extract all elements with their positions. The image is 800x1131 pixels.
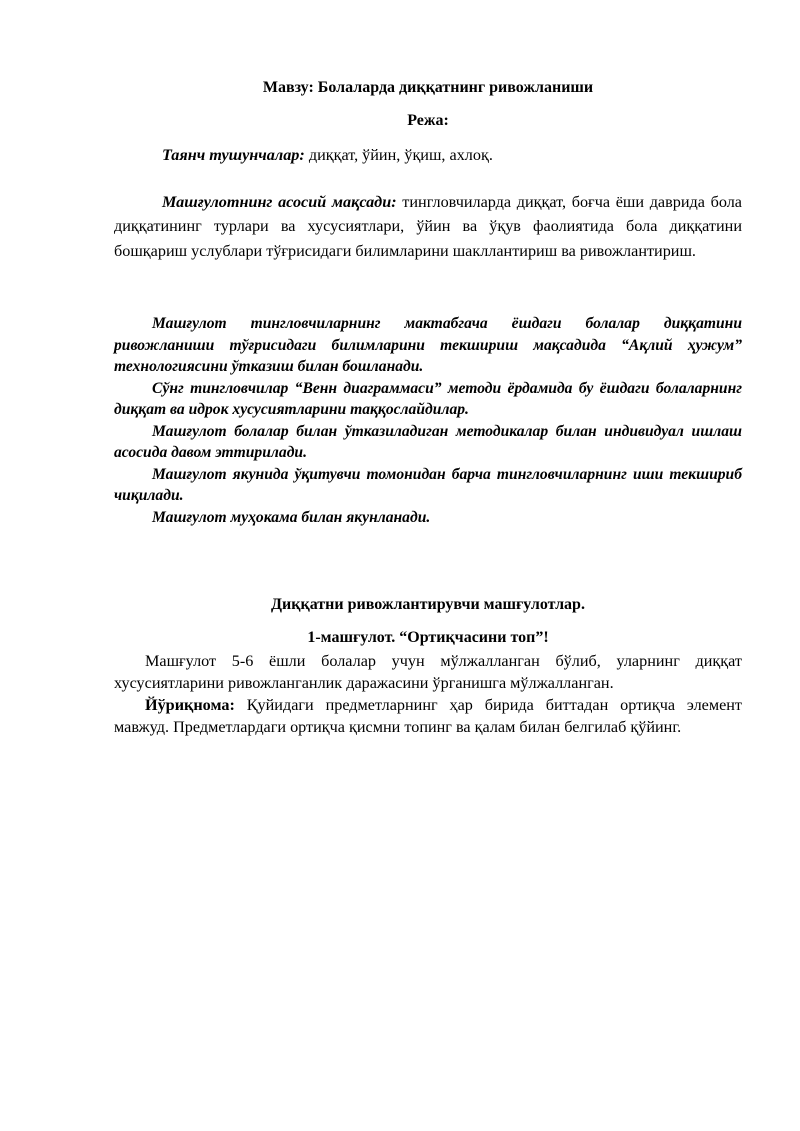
lesson-description: Машғулот 5-6 ёшли болалар учун мўлжалланган бўлиб, уларнинг диққат хусусиятларини ривожланганлик даражасини ўрганишга мўлжалланган.: [114, 652, 742, 692]
goal-text: тингловчиларда диққат, боғча ёши даврида бола диққатининг турлари ва хусусиятлари, ўйин ва ўқув фаолиятида бола диққатини бошқариш услублари тўғрисидаги билимларини шакллантириш ва ривожлантириш.: [114, 193, 742, 260]
lesson-title: 1-машғулот. “Ортиқчасини топ”!: [307, 629, 549, 646]
goal-paragraph: [114, 190, 742, 263]
step-paragraph: Машғулот якунида ўқитувчи томонидан барча тингловчиларнинг иши текшириб чиқилади.: [114, 465, 742, 504]
instruction-paragraph: [114, 694, 742, 738]
step-paragraph: Машғулот муҳокама билан якунланади.: [152, 508, 431, 526]
step-paragraph: Машғулот болалар билан ўтказиладиган методикалар билан индивидуал ишлаш асосида давом эттирилади.: [114, 422, 742, 461]
keywords-text: диққат, ўйин, ўқиш, ахлоқ.: [304, 146, 493, 164]
step-paragraph: Сўнг тингловчилар “Венн диаграммаси” методи ёрдамида бу ёшдаги болаларнинг диққат ва идрок хусусиятларини таққослайдилар.: [114, 379, 742, 418]
section-heading: Диққатни ривожлантирувчи машғулотлар.: [271, 596, 585, 613]
step-paragraph: Машғулот тингловчиларнинг мактабгача ёшдаги болалар диққатини ривожланиши тўғрисидаги билимларини текшириш мақсадида “Ақлий ҳужум” технологиясини ўтказиш билан бошланади.: [114, 315, 742, 375]
instruction-label: Йўриқнома:: [145, 696, 235, 714]
lesson-steps-block: [114, 313, 742, 528]
keywords-label: Таянч тушунчалар:: [162, 146, 305, 164]
keywords-paragraph: [162, 145, 742, 166]
instruction-text: Қуйидаги предметларнинг ҳар бирида биттадан ортиқча элемент мавжуд. Предметлардаги ортиқча қисмни топинг ва қалам билан белгилаб қўйинг.: [114, 696, 742, 736]
plan-heading: Режа:: [407, 112, 449, 129]
goal-label: Машғулотнинг асосий мақсади:: [162, 193, 397, 211]
topic-heading: Мавзу: Болаларда диққатнинг ривожланиши: [262, 79, 594, 96]
